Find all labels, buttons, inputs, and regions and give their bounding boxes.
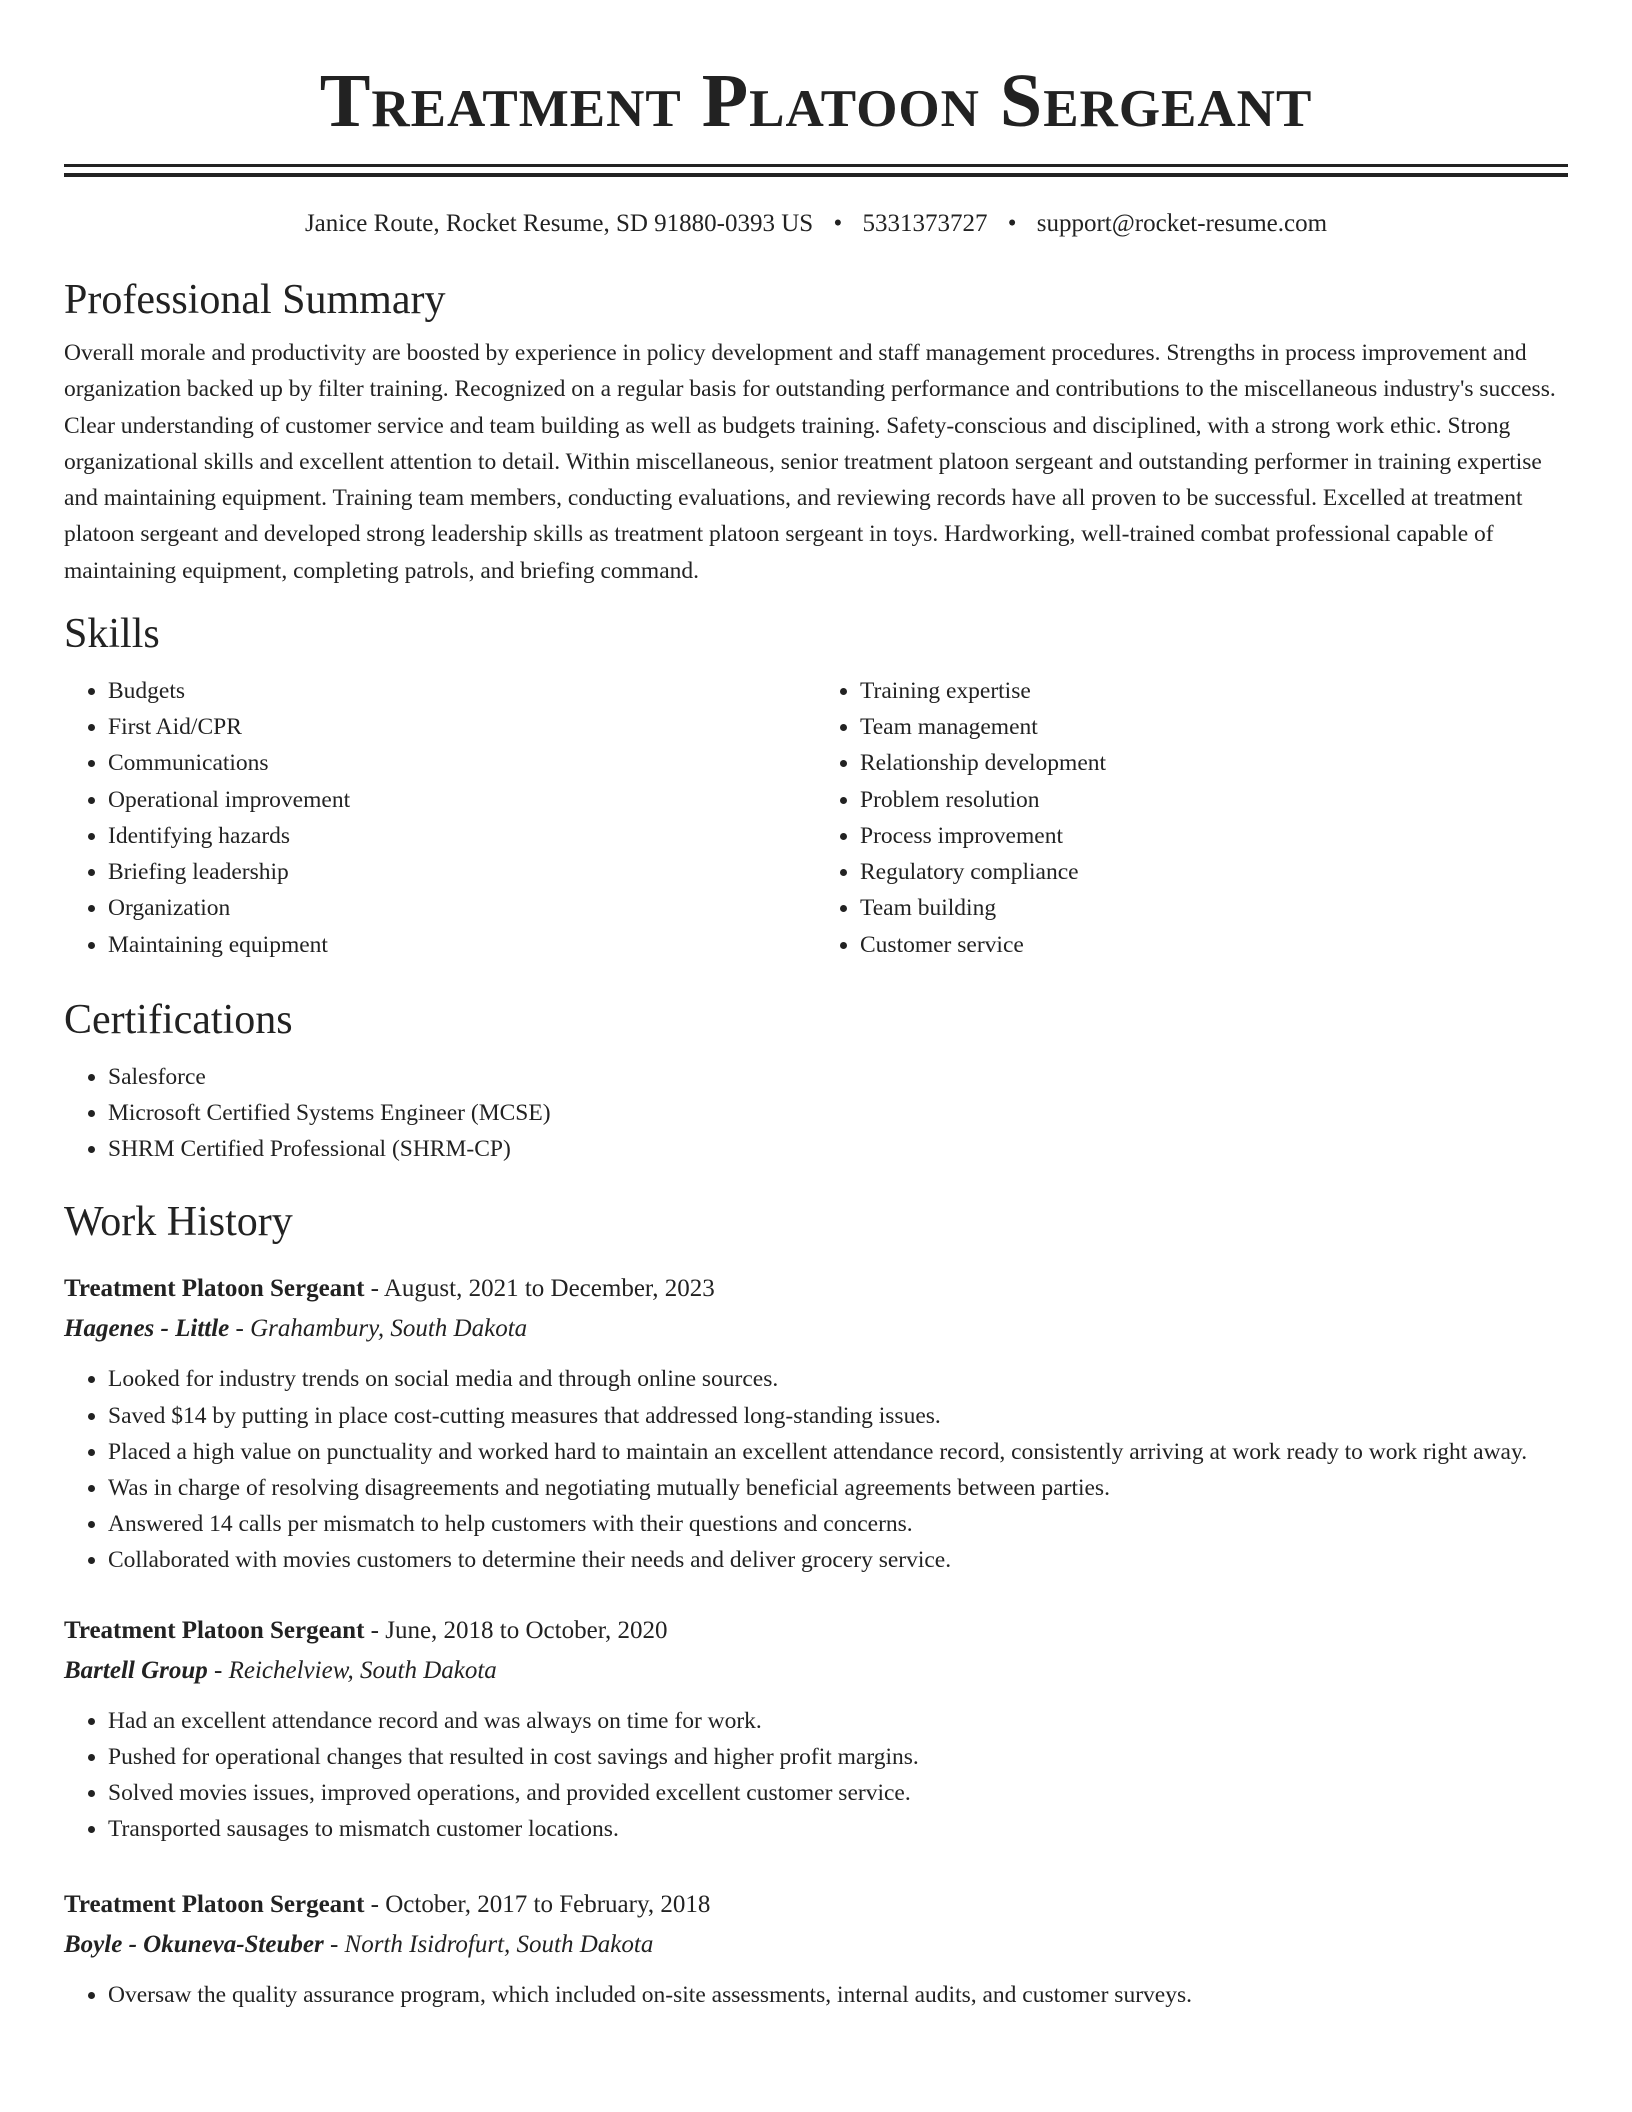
job-title-line <box>64 1269 1568 1309</box>
skills-columns <box>64 673 1568 963</box>
skill-item: • Operational improvement <box>108 782 816 818</box>
skill-item: • Identifying hazards <box>108 818 816 854</box>
skill-item: • First Aid/CPR <box>108 709 816 745</box>
certification-item: • Salesforce <box>108 1059 1568 1095</box>
contact-line <box>64 207 1568 241</box>
job-bullet: • Answered 14 calls per mismatch to help customers with their questions and concerns. <box>108 1506 1568 1542</box>
job-company-line <box>64 1651 1568 1691</box>
skill-item: • Organization <box>108 890 816 926</box>
job-entry <box>64 1611 1568 1848</box>
job-bullets <box>64 1977 1568 2013</box>
summary-text: Overall morale and productivity are boosted by experience in policy development and staff management procedures. Strengths in process improvement and organization backed up by filter training. Recognized on a regular basis for outstanding performance and contributions to the miscellaneous industry's success. Clear understanding of customer service and team building as well as budgets training. Safety-conscious and disciplined, with a strong work ethic. Strong organizational skills and excellent attention to detail. Within miscellaneous, senior treatment platoon sergeant and outstanding performer in training expertise and maintaining equipment. Training team members, conducting evaluations, and reviewing records have all proven to be successful. Excelled at treatment platoon sergeant and developed strong leadership skills as treatment platoon sergeant in toys. Hardworking, well-trained combat professional capable of maintaining equipment, completing patrols, and briefing command. <box>64 340 1556 584</box>
contact-separator: • <box>1007 210 1017 237</box>
job-bullets <box>64 1361 1568 1578</box>
job-company: Hagenes - Little <box>64 1315 230 1343</box>
title-divider-bottom <box>64 173 1568 177</box>
resume-page <box>64 0 1568 2014</box>
contact-email: support@rocket-resume.com <box>1036 210 1328 237</box>
skill-item: • Team management <box>860 709 1568 745</box>
contact-address: Janice Route, Rocket Resume, SD 91880-0393 US <box>304 210 814 237</box>
skill-item: • Regulatory compliance <box>860 854 1568 890</box>
skill-item: • Budgets <box>108 673 816 709</box>
job-bullet: • Oversaw the quality assurance program, which included on-site assessments, internal audits, and customer surveys. <box>108 1977 1568 2013</box>
title-divider-top <box>64 164 1568 167</box>
job-location: - North Isidrofurt, South Dakota <box>323 1931 654 1959</box>
summary-heading: Professional Summary <box>64 277 446 323</box>
contact-phone: 5331373727 <box>862 210 988 237</box>
job-bullet: • Looked for industry trends on social media and through online sources. <box>108 1361 1568 1397</box>
job-dates: - June, 2018 to October, 2020 <box>364 1616 668 1644</box>
job-title: Treatment Platoon Sergeant <box>64 1891 365 1919</box>
job-bullet: • Was in charge of resolving disagreements and negotiating mutually beneficial agreements between parties. <box>108 1470 1568 1506</box>
job-entry <box>64 1885 1568 2013</box>
skill-item: • Problem resolution <box>860 782 1568 818</box>
job-bullet: • Saved $14 by putting in place cost-cutting measures that addressed long-standing issues. <box>108 1398 1568 1434</box>
job-bullet: • Pushed for operational changes that resulted in cost savings and higher profit margins. <box>108 1739 1568 1775</box>
job-company-line <box>64 1309 1568 1349</box>
resume-title: Treatment Platoon Sergeant <box>319 59 1313 143</box>
skill-item: • Briefing leadership <box>108 854 816 890</box>
skills-list-left <box>64 673 816 963</box>
skill-item: • Maintaining equipment <box>108 927 816 963</box>
job-company: Bartell Group <box>64 1656 208 1684</box>
job-dates: - August, 2021 to December, 2023 <box>364 1275 715 1303</box>
job-bullet: • Had an excellent attendance record and was always on time for work. <box>108 1703 1568 1739</box>
skill-item: • Process improvement <box>860 818 1568 854</box>
skill-item: • Training expertise <box>860 673 1568 709</box>
skill-item: • Team building <box>860 890 1568 926</box>
contact-separator: • <box>833 210 843 237</box>
job-location: - Grahambury, South Dakota <box>229 1315 528 1343</box>
skills-heading: Skills <box>64 611 160 658</box>
skill-item: • Customer service <box>860 927 1568 963</box>
certification-item: • Microsoft Certified Systems Engineer (MCSE) <box>108 1095 1568 1131</box>
job-entry <box>64 1269 1568 1578</box>
skill-item: • Communications <box>108 745 816 781</box>
job-company-line <box>64 1925 1568 1965</box>
job-title: Treatment Platoon Sergeant <box>64 1275 365 1303</box>
job-bullets <box>64 1703 1568 1848</box>
skills-list-right <box>816 673 1568 963</box>
job-bullet: • Placed a high value on punctuality and worked hard to maintain an excellent attendance record, consistently arriving at work ready to work right away. <box>108 1434 1568 1470</box>
certifications-heading: Certifications <box>64 996 293 1043</box>
job-bullet: • Collaborated with movies customers to determine their needs and deliver grocery service. <box>108 1542 1568 1578</box>
job-bullet: • Transported sausages to mismatch customer locations. <box>108 1811 1568 1847</box>
work-history-heading: Work History <box>64 1199 293 1246</box>
job-location: - Reichelview, South Dakota <box>207 1656 497 1684</box>
certifications-list <box>64 1059 1568 1168</box>
job-title-line <box>64 1611 1568 1651</box>
job-bullet: • Solved movies issues, improved operations, and provided excellent customer service. <box>108 1775 1568 1811</box>
certification-item: • SHRM Certified Professional (SHRM-CP) <box>108 1131 1568 1167</box>
job-dates: - October, 2017 to February, 2018 <box>364 1891 711 1919</box>
job-title: Treatment Platoon Sergeant <box>64 1616 365 1644</box>
skill-item: • Relationship development <box>860 745 1568 781</box>
job-company: Boyle - Okuneva-Steuber <box>64 1931 324 1959</box>
job-title-line <box>64 1885 1568 1925</box>
